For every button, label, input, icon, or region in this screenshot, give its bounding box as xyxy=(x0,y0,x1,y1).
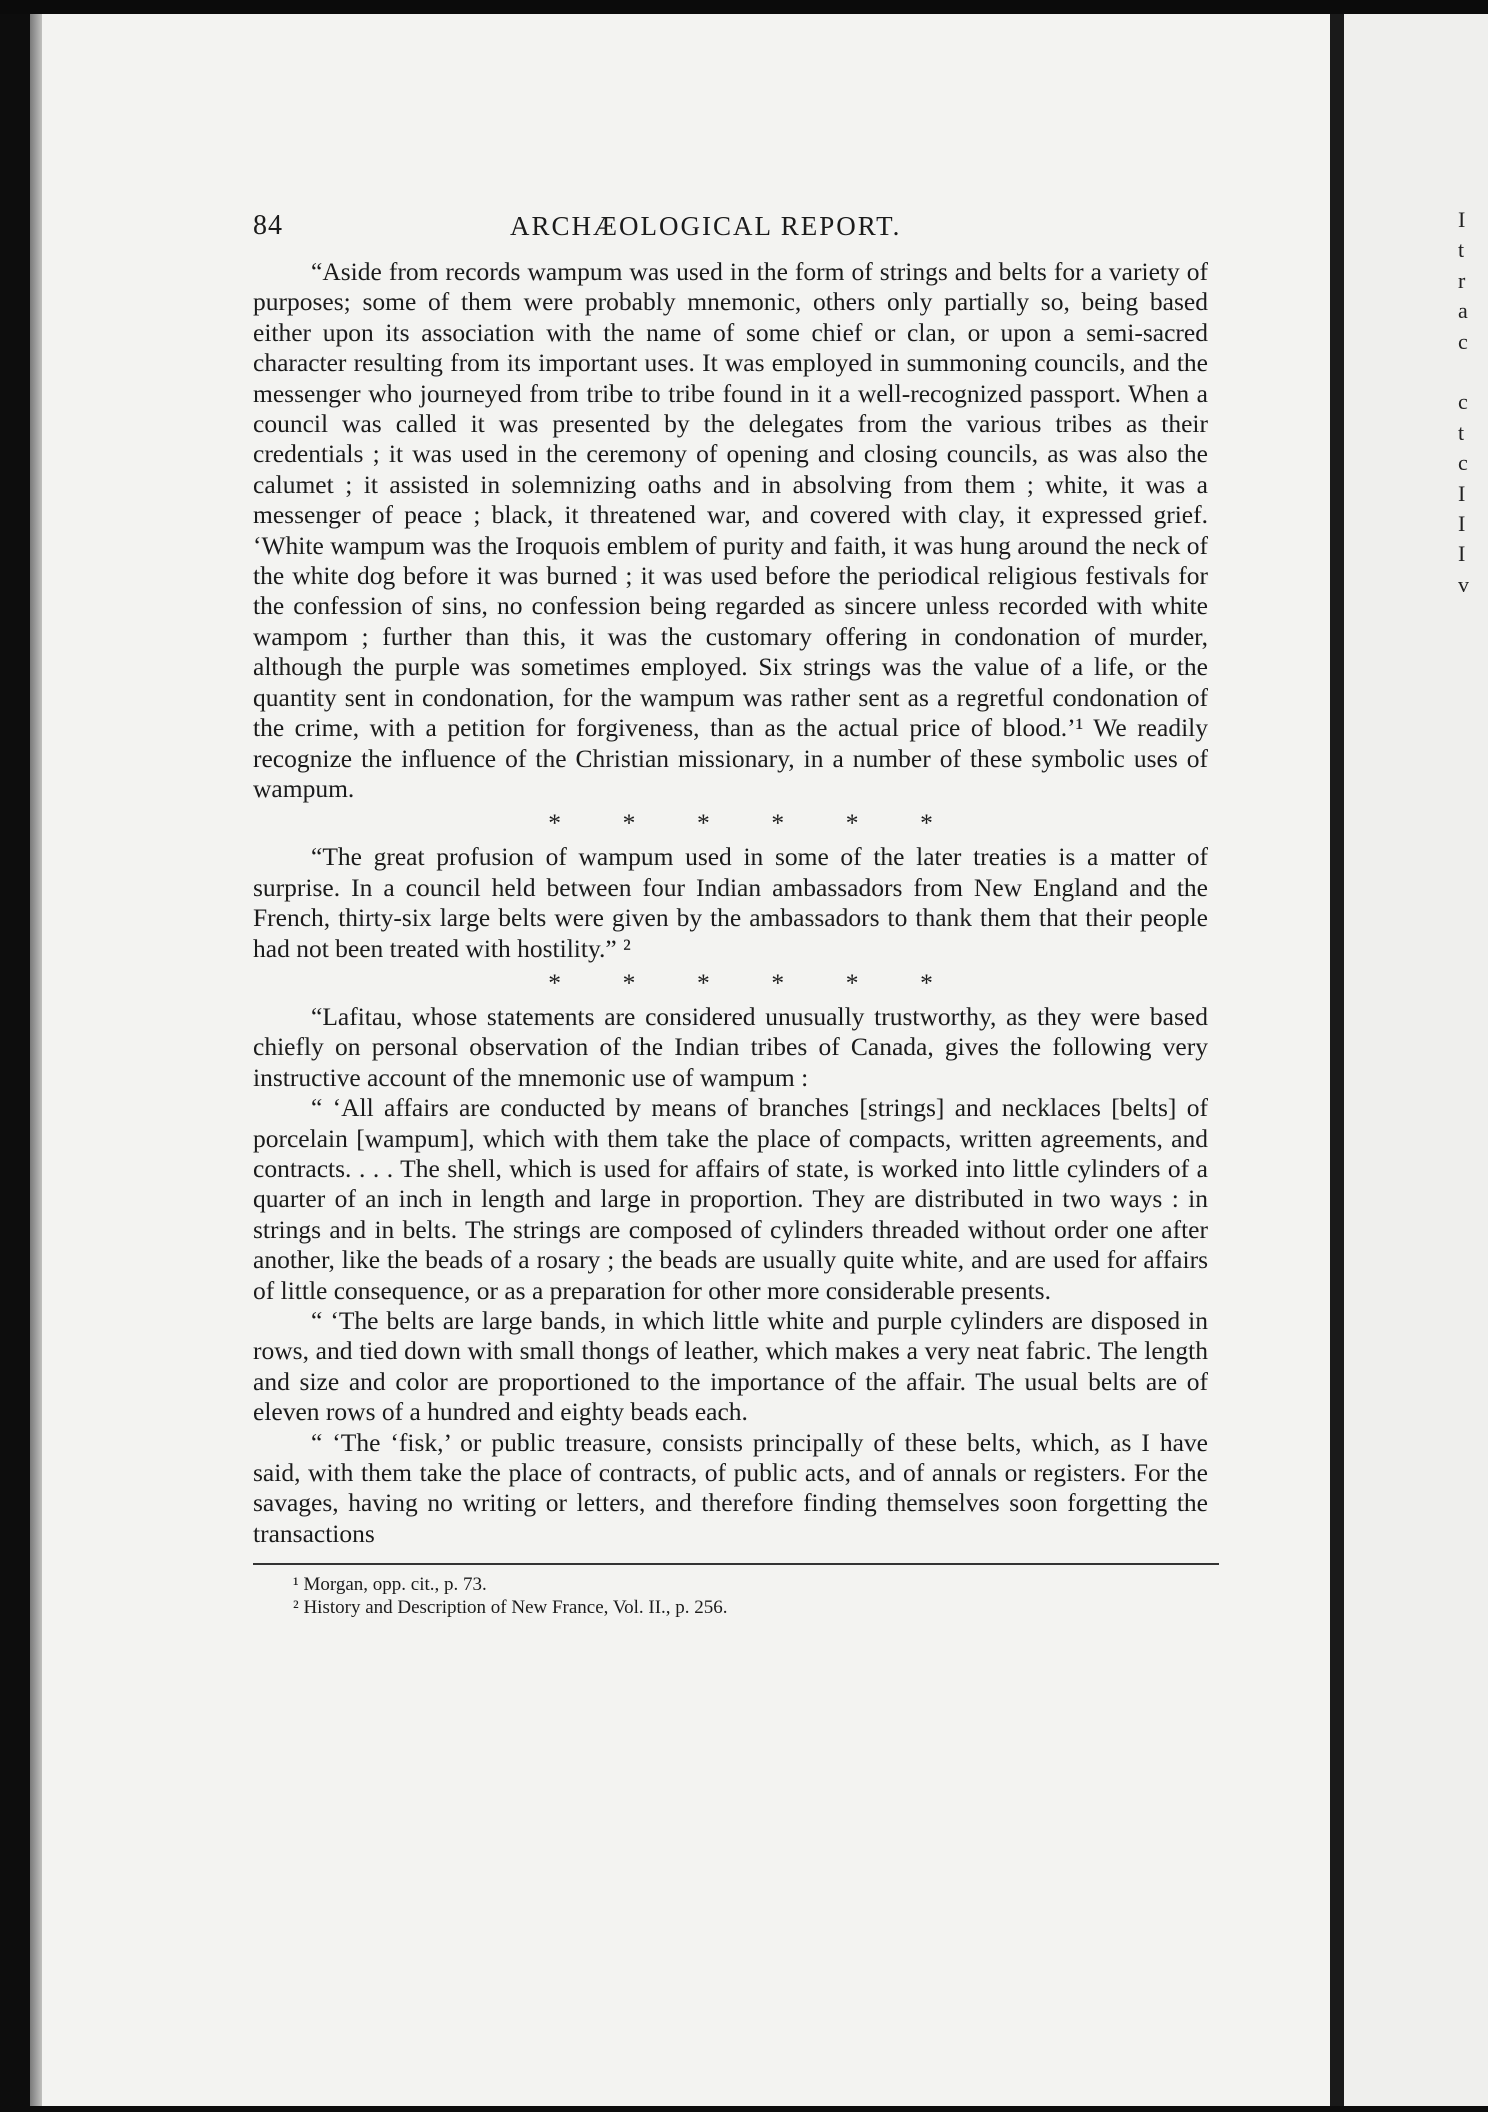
paragraph: “Aside from records wampum was used in the form of strings and belts for a variety of purposes; some of them were probably mnemonic, others only partially so, being based either upon its association with the name of some chief or clan, or upon a semi-sacred character resulting from its important uses. It was employed in summoning councils, and the messenger who journeyed from tribe to tribe found in it a well-recognized passport. When a council was called it was presented by the delegates from the various tribes as their credentials ; it was used in the ceremony of opening and closing councils, as was also the calumet ; it assisted in solemnizing oaths and in absolving from them ; white, it was a messenger of peace ; black, it threatened war, and covered with clay, it expressed grief. ‘White wampum was the Iroquois emblem of purity and faith, it was hung around the neck of the white dog before it was burned ; it was used before the periodical religious festivals for the confession of sins, no confession being regarded as sincere unless recorded with white wampom ; further than this, it was the customary offering in condonation of murder, although the purple was sometimes employed. Six strings was the value of a life, or the quantity sent in condonation, for the wampum was rather sent as a regretful condonation of the crime, with a petition for forgiveness, than as the actual price of blood.’¹ We readily recognize the influence of the Christian missionary, in a number of these symbolic uses of wampum. xyxy=(253,257,1208,803)
edge-letter: r xyxy=(1458,267,1466,293)
footnote: ¹ Morgan, opp. cit., p. 73. xyxy=(293,1574,487,1596)
separator-asterisk: * xyxy=(696,967,710,997)
edge-letter xyxy=(1458,357,1488,387)
separator-asterisk: * xyxy=(548,808,561,838)
edge-letter: c xyxy=(1458,450,1468,476)
edge-letter: c xyxy=(1458,389,1468,415)
edge-letter: t xyxy=(1458,419,1465,445)
page-header xyxy=(253,205,1208,257)
separator-asterisk: * xyxy=(845,808,859,838)
edge-letter: a xyxy=(1458,298,1468,324)
footnotes xyxy=(293,1573,1208,1619)
separator-asterisk: * xyxy=(622,808,636,838)
page-number: 84 xyxy=(253,210,283,241)
edge-letter: c xyxy=(1458,328,1468,354)
edge-letter: I xyxy=(1458,207,1466,232)
paragraph: “Lafitau, whose statements are considered unusually trustworthy, as they were based chiefly on personal observation of the Indian tribes of Canada, gives the following very instructive account of the mnemonic use of wampum : xyxy=(253,1001,1208,1092)
separator-asterisk: * xyxy=(771,967,785,997)
edge-letter: I xyxy=(1458,510,1466,536)
paragraph: “ ‘The ‘fisk,’ or public treasure, consists principally of these belts, which, as I have said, with them take the place of contracts, of public acts, and of annals or registers. For the savages, having no writing or letters, and therefore finding themselves soon forgetting the transactions xyxy=(253,1427,1208,1548)
separator-asterisk: * xyxy=(696,808,710,838)
paragraph: “ ‘All affairs are conducted by means of branches [strings] and necklaces [belts] of porcelain [wampum], which with them take the place of compacts, written agreements, and contracts. . . . The shell, which is used for affairs of state, is worked into little cylinders of a quarter of an inch in length and large in proportion. They are distributed in two ways : in strings and in belts. The strings are composed of cylinders threaded without order one after another, like the beads of a rosary ; the beads are usually quite white, and are used for affairs of little consequence, or as a preparation for other more considerable presents. xyxy=(253,1093,1208,1305)
separator-asterisk: * xyxy=(920,808,933,838)
edge-letter: v xyxy=(1458,571,1469,597)
footnote: ² History and Description of New France, Vol. II., p. 256. xyxy=(293,1597,728,1619)
page-content xyxy=(253,205,1208,1619)
section-separator xyxy=(253,964,1208,1002)
separator-asterisk: * xyxy=(622,967,636,997)
separator-asterisk: * xyxy=(548,967,561,997)
separator-asterisk: * xyxy=(771,808,785,838)
separator-asterisk: * xyxy=(920,967,933,997)
edge-letter: I xyxy=(1458,480,1466,506)
separator-asterisk: * xyxy=(845,967,859,997)
book-gutter xyxy=(1330,14,1344,2106)
paragraph: “ ‘The belts are large bands, in which little white and purple cylinders are disposed in rows, and tied down with small thongs of leather, which makes a very neat fabric. The length and size and color are proportioned to the importance of the affair. The usual belts are of eleven rows of a hundred and eighty beads each. xyxy=(253,1306,1208,1427)
edge-letter: I xyxy=(1458,541,1466,567)
paragraph: “The great profusion of wampum used in some of the later treaties is a matter of surprise. In a council held between four Indian ambassadors from New England and the French, thirty-six large belts were given by the ambassadors to thank them that their people had not been treated with hostility.” ² xyxy=(253,842,1208,963)
footnote-rule xyxy=(253,1563,1219,1565)
facing-page-letters xyxy=(1458,205,1488,600)
section-separator xyxy=(253,804,1208,842)
running-title: ARCHÆOLOGICAL REPORT. xyxy=(510,211,902,241)
edge-letter: t xyxy=(1458,237,1465,263)
